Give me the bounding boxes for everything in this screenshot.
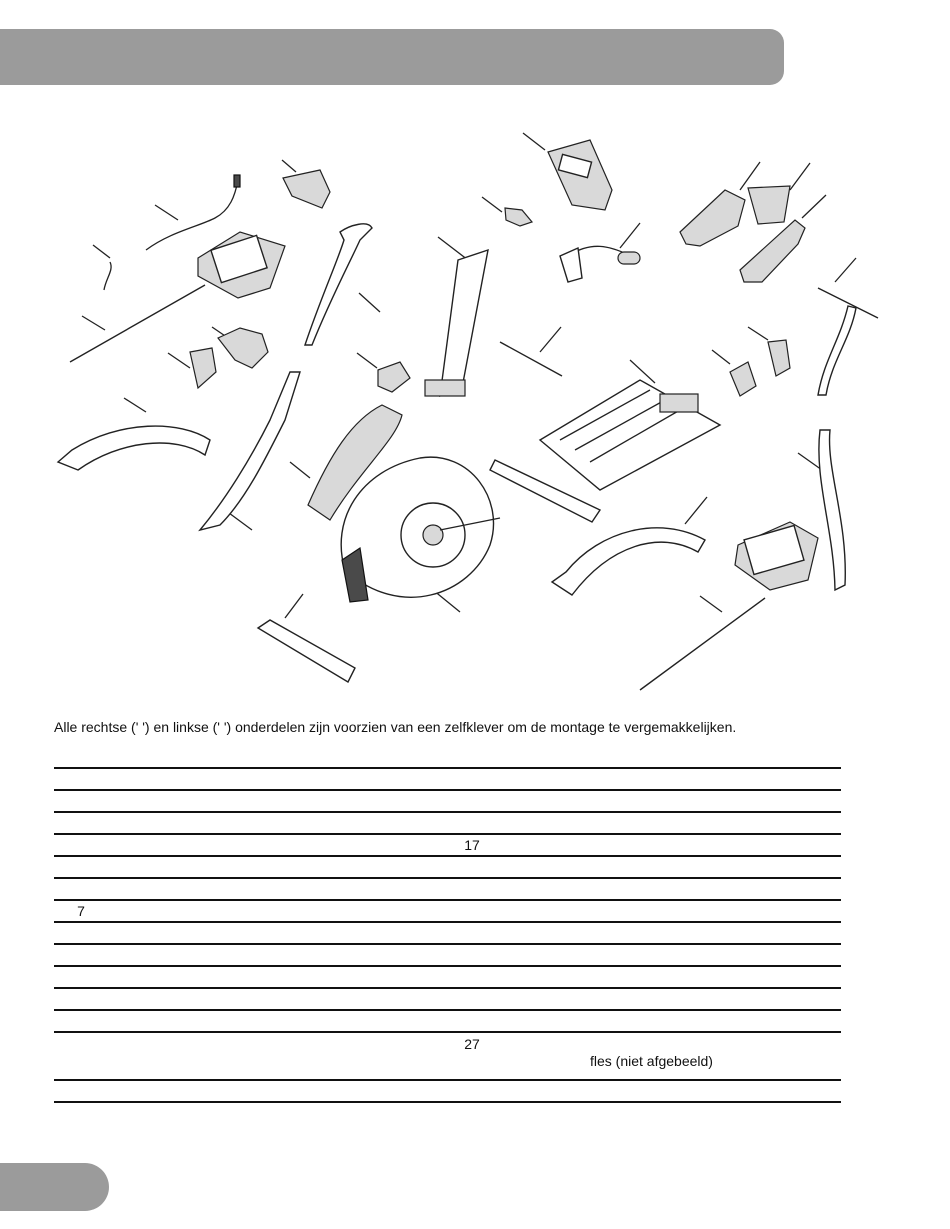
clamp-left-2-part (190, 348, 216, 388)
part-number-2 (444, 1080, 500, 1102)
part-qty (108, 790, 162, 812)
part-number (54, 856, 108, 878)
part-desc-2 (556, 1010, 841, 1032)
part-desc-2 (556, 900, 841, 922)
part-qty (108, 1010, 162, 1032)
part-desc (162, 834, 444, 856)
foot-cover-part (378, 362, 410, 392)
part-number (54, 988, 108, 1010)
part-qty-2 (500, 988, 556, 1010)
part-desc-2 (556, 1032, 841, 1080)
part-qty (108, 1080, 162, 1102)
part-number-2 (444, 922, 500, 944)
part-qty-2 (500, 1080, 556, 1102)
wire-part (104, 262, 111, 290)
part-number-2 (444, 988, 500, 1010)
part-number (54, 1080, 108, 1102)
table-row (54, 856, 841, 878)
part-qty (108, 878, 162, 900)
table-row (54, 812, 841, 834)
part-qty (108, 944, 162, 966)
part-desc (162, 812, 444, 834)
part-desc-2 (556, 944, 841, 966)
part-number-2 (444, 878, 500, 900)
exploded-parts-diagram (0, 120, 950, 710)
part-desc-2 (556, 878, 841, 900)
part-number (54, 790, 108, 812)
part-qty (108, 768, 162, 790)
part-number-2 (444, 966, 500, 988)
power-cable-part (146, 180, 238, 250)
part-desc-2 (556, 922, 841, 944)
table-row (54, 966, 841, 988)
part-qty-2 (500, 768, 556, 790)
part-qty-2 (500, 878, 556, 900)
part-desc (162, 768, 444, 790)
part-desc-2 (556, 966, 841, 988)
part-desc (162, 944, 444, 966)
table-row (54, 922, 841, 944)
part-number-2 (444, 812, 500, 834)
pedal-arm-left-part (58, 426, 210, 470)
part-qty-2 (500, 1032, 556, 1080)
table-row (54, 768, 841, 790)
footer-tab (0, 1163, 109, 1211)
part-number (54, 768, 108, 790)
part-qty-2 (500, 834, 556, 856)
flywheel-housing-part (341, 457, 500, 602)
part-desc-2 (556, 856, 841, 878)
part-desc-2 (556, 988, 841, 1010)
stabilizer-part (258, 620, 355, 682)
part-number (54, 878, 108, 900)
part-desc-2 (556, 834, 841, 856)
part-number-2 (444, 1010, 500, 1032)
axle-part (500, 342, 562, 376)
table-row (54, 944, 841, 966)
console-part (548, 140, 612, 210)
part-qty (108, 1032, 162, 1080)
parts-table (54, 767, 841, 1103)
part-desc (162, 922, 444, 944)
table-row (54, 1032, 841, 1080)
part-number-2 (444, 856, 500, 878)
upper-arm-right-part (818, 288, 878, 395)
part-desc (162, 790, 444, 812)
part-desc (162, 966, 444, 988)
part-qty (108, 966, 162, 988)
right-pedal-rail-part (640, 522, 818, 690)
part-qty (108, 834, 162, 856)
part-qty-2 (500, 944, 556, 966)
part-qty (108, 988, 162, 1010)
shroud-part (680, 190, 745, 246)
part-desc-2-text: fles (niet afgebeeld) (590, 1053, 713, 1069)
handlebar-part (560, 246, 640, 282)
part-desc (162, 1032, 444, 1080)
clamp-left-part (218, 328, 268, 368)
clamp-right-part (730, 362, 756, 396)
sensor-part (505, 208, 532, 226)
part-number-2 (444, 900, 500, 922)
part-desc-2 (556, 812, 841, 834)
table-row (54, 1010, 841, 1032)
part-number (54, 1010, 108, 1032)
table-row (54, 834, 841, 856)
part-qty (108, 812, 162, 834)
sticker-note: Alle rechtse (' ') en linkse (' ') onderdelen zijn voorzien van een zelfklever om de montage te vergemakkelijken. (54, 719, 737, 735)
part-qty (108, 856, 162, 878)
part-desc-2 (556, 768, 841, 790)
part-number (54, 1032, 108, 1080)
part-number (54, 812, 108, 834)
part-number (54, 922, 108, 944)
bottle-holder-part (748, 186, 790, 224)
table-row (54, 1080, 841, 1102)
part-desc (162, 878, 444, 900)
table-row (54, 790, 841, 812)
arm-cover-part (740, 220, 805, 282)
part-number-2 (444, 768, 500, 790)
part-number-2 (444, 790, 500, 812)
table-row (54, 988, 841, 1010)
rear-frame-part (490, 380, 720, 522)
upright-post-part (425, 250, 488, 396)
part-desc (162, 900, 444, 922)
clamp-right-2-part (768, 340, 790, 376)
part-number: 7 (54, 900, 108, 922)
part-desc (162, 1080, 444, 1102)
part-number (54, 966, 108, 988)
lower-arm-left-part (200, 372, 300, 530)
part-desc-2 (556, 1080, 841, 1102)
upper-arm-left-part (305, 224, 372, 345)
part-qty-2 (500, 1010, 556, 1032)
part-desc (162, 856, 444, 878)
cover-part (283, 170, 330, 208)
part-qty-2 (500, 856, 556, 878)
header-bar (0, 29, 784, 85)
part-qty (108, 922, 162, 944)
part-number (54, 834, 108, 856)
part-number (54, 944, 108, 966)
part-desc-2 (556, 790, 841, 812)
pedal-arm-right-part (552, 528, 705, 595)
part-number-2 (444, 944, 500, 966)
part-qty-2 (500, 790, 556, 812)
table-row (54, 900, 841, 922)
part-number-2: 27 (444, 1032, 500, 1080)
part-number-2: 17 (444, 834, 500, 856)
part-desc (162, 988, 444, 1010)
part-qty-2 (500, 922, 556, 944)
part-qty-2 (500, 812, 556, 834)
lower-arm-right-part (819, 430, 845, 590)
part-qty-2 (500, 900, 556, 922)
part-qty-2 (500, 966, 556, 988)
part-qty (108, 900, 162, 922)
part-desc (162, 1010, 444, 1032)
table-row (54, 878, 841, 900)
